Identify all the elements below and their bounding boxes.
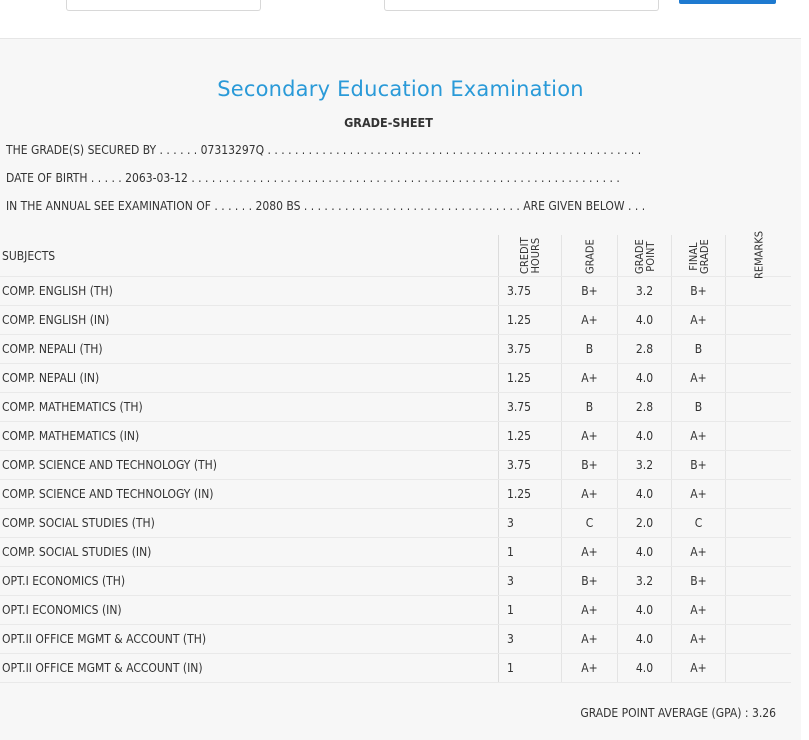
grade-point-cell: 4.0 <box>618 364 672 393</box>
credit-hours-cell: 3.75 <box>499 277 562 306</box>
grade-point-cell: 2.8 <box>618 335 672 364</box>
final-grade-cell: A+ <box>672 306 726 335</box>
final-grade-cell: A+ <box>672 364 726 393</box>
subject-cell: COMP. SCIENCE AND TECHNOLOGY (TH) <box>0 451 499 480</box>
table-row <box>0 480 791 509</box>
grade-cell: A+ <box>562 306 618 335</box>
grade-point-cell: 2.8 <box>618 393 672 422</box>
credit-hours-header <box>499 235 562 277</box>
grade-cell: C <box>562 509 618 538</box>
grade-cell: A+ <box>562 625 618 654</box>
table-row <box>0 625 791 654</box>
credit-header-line2: HOURS <box>529 237 542 274</box>
grade-cell: A+ <box>562 422 618 451</box>
subject-cell: COMP. ENGLISH (IN) <box>0 306 499 335</box>
remarks-cell <box>726 538 792 567</box>
subject-cell: OPT.I ECONOMICS (TH) <box>0 567 499 596</box>
table-row <box>0 509 791 538</box>
remarks-cell <box>726 335 792 364</box>
final-grade-cell: B <box>672 335 726 364</box>
grade-sheet-panel <box>0 38 801 740</box>
remarks-header-text: REMARKS <box>752 230 765 279</box>
subject-cell: COMP. SOCIAL STUDIES (TH) <box>0 509 499 538</box>
subject-cell: OPT.I ECONOMICS (IN) <box>0 596 499 625</box>
credit-hours-cell: 1.25 <box>499 422 562 451</box>
final-grade-cell: A+ <box>672 422 726 451</box>
grade-cell: A+ <box>562 364 618 393</box>
grade-point-cell: 4.0 <box>618 480 672 509</box>
grade-cell: A+ <box>562 654 618 683</box>
credit-hours-cell: 1.25 <box>499 306 562 335</box>
secured-by-line: THE GRADE(S) SECURED BY . . . . . . 07313297Q . . . . . . . . . . . . . . . . . . . . . . . . . . . . . . . . . . . . . . . . . . . . . . . . . . . . . . . <box>6 143 642 157</box>
final-header-line2: GRADE <box>697 239 711 274</box>
subject-cell: OPT.II OFFICE MGMT & ACCOUNT (TH) <box>0 625 499 654</box>
point-header-line2: POINT <box>643 241 657 272</box>
credit-hours-cell: 3 <box>499 509 562 538</box>
final-grade-cell: B <box>672 393 726 422</box>
subject-cell: COMP. SOCIAL STUDIES (IN) <box>0 538 499 567</box>
remarks-cell <box>726 306 792 335</box>
grade-point-cell: 4.0 <box>618 306 672 335</box>
table-row <box>0 422 791 451</box>
grade-cell: B+ <box>562 567 618 596</box>
grade-point-cell: 4.0 <box>618 422 672 451</box>
table-row <box>0 596 791 625</box>
subject-cell: COMP. MATHEMATICS (TH) <box>0 393 499 422</box>
grade-cell: B+ <box>562 277 618 306</box>
grade-point-cell: 4.0 <box>618 654 672 683</box>
grade-cell: A+ <box>562 480 618 509</box>
grade-point-cell: 4.0 <box>618 538 672 567</box>
credit-hours-cell: 3 <box>499 625 562 654</box>
final-grade-cell: A+ <box>672 480 726 509</box>
remarks-cell <box>726 596 792 625</box>
grade-sheet-heading: GRADE-SHEET <box>344 115 433 130</box>
final-grade-cell: B+ <box>672 451 726 480</box>
remarks-cell <box>726 393 792 422</box>
table-row <box>0 393 791 422</box>
grade-point-header <box>618 235 672 277</box>
remarks-cell <box>726 422 792 451</box>
exam-year-line: IN THE ANNUAL SEE EXAMINATION OF . . . . . . 2080 BS . . . . . . . . . . . . . . . . . . . . . . . . . . . . . . . . ARE GIVEN BELOW . . . <box>6 199 646 213</box>
credit-hours-cell: 1 <box>499 596 562 625</box>
subject-cell: COMP. SCIENCE AND TECHNOLOGY (IN) <box>0 480 499 509</box>
remarks-cell <box>726 364 792 393</box>
final-grade-cell: A+ <box>672 654 726 683</box>
grade-cell: B <box>562 335 618 364</box>
credit-hours-cell: 1 <box>499 538 562 567</box>
point-header-line1: GRADE <box>632 239 646 274</box>
credit-hours-cell: 1.25 <box>499 480 562 509</box>
credit-hours-cell: 3 <box>499 567 562 596</box>
final-grade-cell: A+ <box>672 625 726 654</box>
table-row <box>0 451 791 480</box>
subjects-header: SUBJECTS <box>0 235 499 277</box>
remarks-cell <box>726 509 792 538</box>
remarks-header <box>726 230 792 279</box>
date-of-birth-input[interactable] <box>384 0 659 11</box>
grade-cell: B <box>562 393 618 422</box>
page-title: Secondary Education Examination <box>217 77 584 101</box>
subject-cell: COMP. NEPALI (TH) <box>0 335 499 364</box>
final-grade-header <box>672 235 726 277</box>
table-row <box>0 364 791 393</box>
final-grade-cell: A+ <box>672 538 726 567</box>
table-row <box>0 335 791 364</box>
grade-point-cell: 3.2 <box>618 451 672 480</box>
grade-cell: A+ <box>562 538 618 567</box>
remarks-cell <box>726 480 792 509</box>
table-row <box>0 654 791 683</box>
final-grade-cell: B+ <box>672 277 726 306</box>
credit-hours-cell: 1 <box>499 654 562 683</box>
grade-point-cell: 4.0 <box>618 625 672 654</box>
table-row <box>0 567 791 596</box>
table-header-row <box>0 235 791 277</box>
grade-header-text: GRADE <box>583 239 596 274</box>
subject-cell: COMP. ENGLISH (TH) <box>0 277 499 306</box>
remarks-cell <box>726 654 792 683</box>
remarks-cell <box>726 277 792 306</box>
gpa-summary: GRADE POINT AVERAGE (GPA) : 3.26 <box>580 706 776 720</box>
credit-hours-cell: 3.75 <box>499 393 562 422</box>
grade-point-cell: 3.2 <box>618 277 672 306</box>
remarks-cell <box>726 567 792 596</box>
grade-point-cell: 3.2 <box>618 567 672 596</box>
grade-header <box>562 235 618 277</box>
table-row <box>0 306 791 335</box>
final-grade-cell: C <box>672 509 726 538</box>
final-grade-cell: B+ <box>672 567 726 596</box>
subject-cell: OPT.II OFFICE MGMT & ACCOUNT (IN) <box>0 654 499 683</box>
subject-cell: COMP. NEPALI (IN) <box>0 364 499 393</box>
remarks-cell <box>726 451 792 480</box>
credit-header-line1: CREDIT <box>518 237 531 274</box>
final-grade-cell: A+ <box>672 596 726 625</box>
grade-point-cell: 2.0 <box>618 509 672 538</box>
symbol-number-input[interactable] <box>66 0 261 11</box>
grades-table <box>0 230 791 683</box>
subject-cell: COMP. MATHEMATICS (IN) <box>0 422 499 451</box>
table-row <box>0 277 791 306</box>
credit-hours-cell: 3.75 <box>499 451 562 480</box>
table-row <box>0 538 791 567</box>
final-header-line1: FINAL <box>686 242 700 271</box>
submit-button[interactable] <box>679 0 776 4</box>
credit-hours-cell: 1.25 <box>499 364 562 393</box>
remarks-cell <box>726 625 792 654</box>
grade-cell: A+ <box>562 596 618 625</box>
date-of-birth-line: DATE OF BIRTH . . . . . 2063-03-12 . . . . . . . . . . . . . . . . . . . . . . . . . . . . . . . . . . . . . . . . . . . . . . . . . . . . . . . . . . . . . . . <box>6 171 620 185</box>
credit-hours-cell: 3.75 <box>499 335 562 364</box>
grade-point-cell: 4.0 <box>618 596 672 625</box>
grade-cell: B+ <box>562 451 618 480</box>
